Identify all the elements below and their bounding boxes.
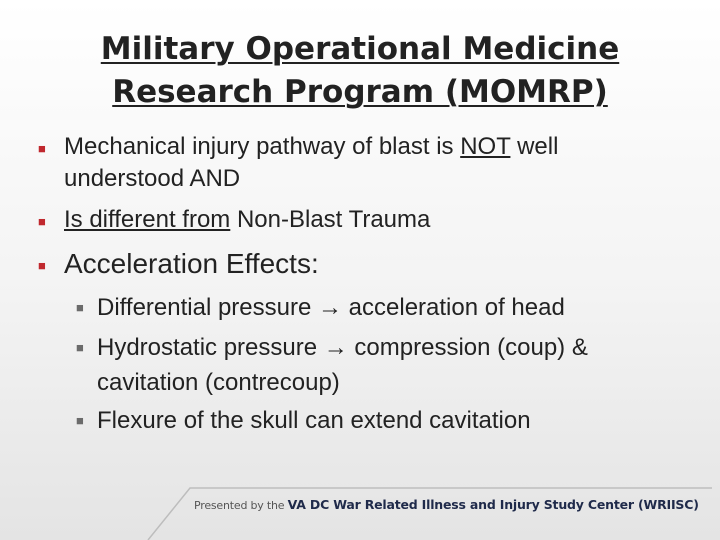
bullet-1-text-a: Mechanical injury pathway of blast is: [64, 133, 461, 160]
footer-credit: [194, 497, 699, 512]
bullet-2-underlined: Is different from: [64, 206, 231, 233]
square-bullet-icon: ■: [38, 214, 46, 229]
square-bullet-icon: ■: [38, 141, 46, 156]
square-bullet-icon: ■: [76, 413, 84, 428]
footer-lead: Presented by the: [194, 499, 288, 512]
bullet-1-line-2: understood AND: [64, 165, 241, 192]
bullet-2-rest: Non-Blast Trauma: [230, 206, 431, 233]
sub-bullet-2-line-1: Hydrostatic pressure → compression (coup) &: [97, 334, 588, 361]
bullet-3: Acceleration Effects:: [64, 248, 319, 279]
sub-bullet-2-line-2: cavitation (contrecoup): [97, 369, 340, 396]
title-line-2: Research Program (MOMRP): [112, 74, 608, 110]
footer-org-name: VA DC War Related Illness and Injury Study Center (WRIISC): [287, 497, 699, 512]
bullet-1-emphasis: NOT: [460, 133, 511, 160]
square-bullet-icon: ■: [76, 340, 84, 355]
title-line-1: Military Operational Medicine: [100, 31, 620, 67]
sub-bullet-1: Differential pressure → acceleration of head: [97, 294, 565, 321]
bullet-1-text-b: well: [510, 133, 559, 160]
square-bullet-icon: ■: [38, 258, 46, 273]
square-bullet-icon: ■: [76, 300, 84, 315]
sub-bullet-3: Flexure of the skull can extend cavitation: [97, 407, 531, 434]
